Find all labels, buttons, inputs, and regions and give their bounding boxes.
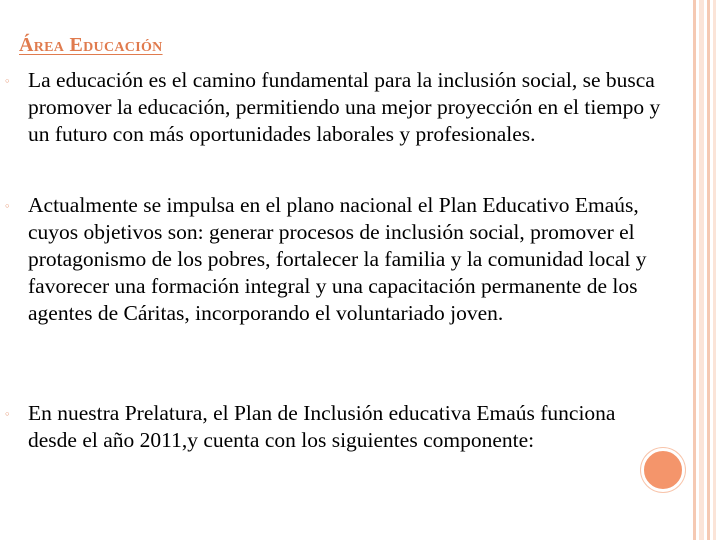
decorative-side-stripe — [713, 0, 716, 540]
bullet-text: La educación es el camino fundamental para la inclusión social, se busca promover la educación, permitiendo una mejor proyección en el tiempo y un futuro con más oportunidades laborales y profesionales. — [28, 68, 661, 146]
decorative-side-stripe — [699, 0, 704, 540]
bullet-text: Actualmente se impulsa en el plano nacional el Plan Educativo Emaús, cuyos objetivos son: generar procesos de inclusión social, promover el protagonismo de los pobres, fortalecer la familia y la comunidad local y favorecer una formación integral y una capacitación permanente de los agentes de Cáritas, incorporando el voluntariado joven. — [28, 193, 647, 325]
decorative-side-stripe — [693, 0, 696, 540]
bullet-item — [4, 192, 676, 327]
bullet-item — [4, 67, 676, 148]
bullet-item — [4, 400, 676, 454]
circle-bullet-icon: ◦ — [4, 75, 11, 88]
decorative-side-stripe — [707, 0, 710, 540]
circle-bullet-icon: ◦ — [4, 200, 11, 213]
decorative-circle — [641, 448, 685, 492]
circle-bullet-icon: ◦ — [4, 408, 11, 421]
slide-title: Área Educación — [19, 34, 163, 56]
bullet-text: En nuestra Prelatura, el Plan de Inclusión educativa Emaús funciona desde el año 2011,y cuenta con los siguientes componente: — [28, 401, 616, 452]
